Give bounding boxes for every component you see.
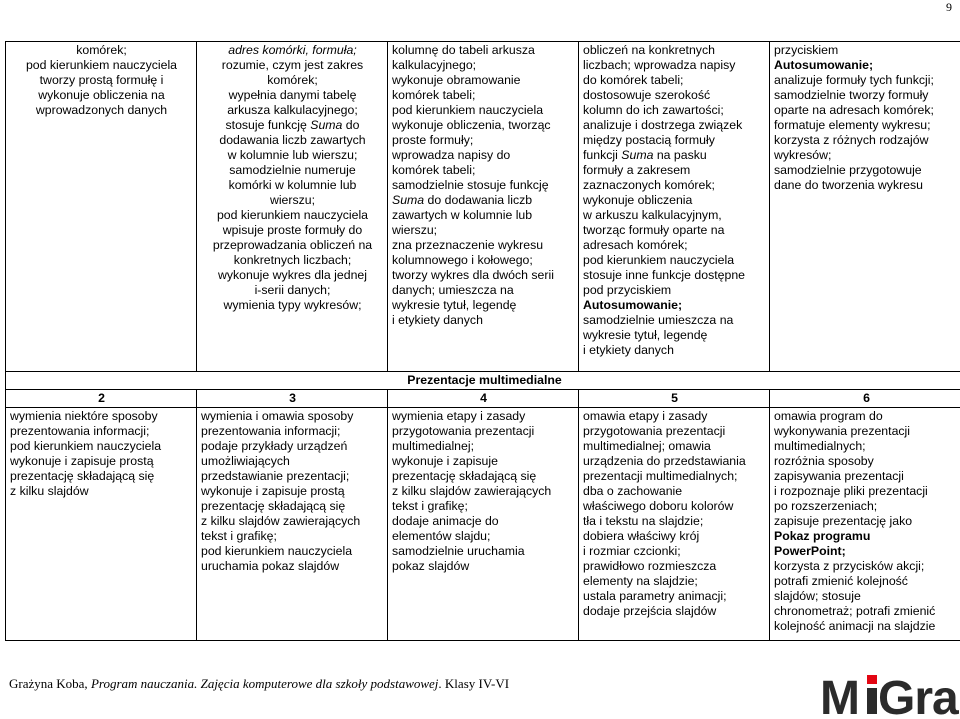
cell-text-line: pod kierunkiem nauczyciela [392, 103, 544, 117]
footer [9, 676, 509, 692]
cell-text-line: korzysta z różnych rodzajów [774, 133, 929, 147]
cell-text-line: przygotowania prezentacji [392, 424, 535, 438]
cell-text-line: elementy na slajdzie; [583, 574, 698, 588]
cell-text-line: pod kierunkiem nauczyciela [10, 439, 162, 453]
cell-text-line: wierszu; [392, 223, 438, 237]
cell-text-line: tworzy wykres dla dwóch serii [392, 268, 554, 282]
cell-text-line: adres komórki, formuła; [228, 43, 357, 57]
cell-text-line: obliczeń na konkretnych [583, 43, 715, 57]
cell-text-line: w kolumnie lub wierszu; [227, 148, 358, 162]
cell-text-line: tekst i grafikę; [392, 499, 468, 513]
cell-text-line: dane do tworzenia wykresu [774, 178, 924, 192]
grade-number-row [6, 390, 960, 408]
cell-text-line: urządzenia do przedstawiania [583, 454, 746, 468]
cell-text-line: wierszu; [269, 193, 316, 207]
grade-number: 4 [388, 390, 579, 408]
cell-text-line: komórek; [267, 73, 318, 87]
footer-title: Program nauczania. Zajęcia komputerowe dla szkoły podstawowej [90, 676, 439, 691]
cell-text-line: zaznaczonych komórek; [583, 178, 715, 192]
cell-grade-5-top [579, 42, 770, 372]
cell-text-line: wpisuje proste formuły do [222, 223, 363, 237]
cell-text-line: arkusza kalkulacyjnego; [227, 103, 358, 117]
cell-text-line: umożliwiających [201, 454, 290, 468]
cell-text-line: formatuje elementy wykresu; [774, 118, 931, 132]
cell-text-line: przeprowadzania obliczeń na [212, 238, 373, 252]
svg-text:Gra: Gra [878, 672, 958, 718]
cell-text-line: wykonywania prezentacji [774, 424, 911, 438]
cell-text-line: multimedialnej; [392, 439, 475, 453]
cell-text-line: z kilku slajdów zawierających [392, 484, 552, 498]
cell-text-line: wykresie tytuł, legendę [392, 298, 517, 312]
cell-text-line: kolejność animacji na slajdzie [774, 619, 936, 633]
cell-text-line: elementów slajdu; [392, 529, 491, 543]
grade-number: 5 [579, 390, 770, 408]
cell-text-line: komórek tabeli; [392, 88, 476, 102]
cell-grade-6-top [770, 42, 960, 372]
cell-text-line: wykonuje i zapisuje prostą [201, 484, 345, 498]
cell-text-line: zna przeznaczenie wykresu [392, 238, 544, 252]
cell-text-line: przedstawianie prezentacji; [201, 469, 350, 483]
cell-text-line: analizuje formuły tych funkcji; [774, 73, 934, 87]
cell-text-line: prezentację składającą się [201, 499, 346, 513]
cell-text-line: dodaje animacje do [392, 514, 499, 528]
grade-number: 2 [6, 390, 197, 408]
cell-text-line: i etykiety danych [583, 343, 674, 357]
cell-grade-4-top [388, 42, 579, 372]
cell-text-line: prezentacji multimedialnych; [583, 469, 738, 483]
cell-text-line: slajdów; stosuje [774, 589, 861, 603]
footer-author: Grażyna Koba, [9, 676, 91, 691]
cell-text-line: samodzielnie tworzy formuły [774, 88, 929, 102]
cell-text-line: między postacią formuły [583, 133, 715, 147]
cell-text-line: i rozmiar czcionki; [583, 544, 681, 558]
table-row [6, 408, 960, 641]
cell-text-line: prezentację składającą się [10, 469, 155, 483]
grade-number: 6 [770, 390, 960, 408]
cell-text-line: wymienia typy wykresów; [223, 298, 362, 312]
cell-text-line: wykresie tytuł, legendę [583, 328, 708, 342]
cell-text-line: pod kierunkiem nauczyciela [216, 208, 369, 222]
cell-text-line: samodzielnie numeruje [229, 163, 356, 177]
footer-suffix: . Klasy IV-VI [438, 676, 510, 691]
grade-number: 3 [197, 390, 388, 408]
cell-text-line: zapisywania prezentacji [774, 469, 904, 483]
cell-text-line: pod kierunkiem nauczyciela [25, 58, 178, 72]
cell-text-line: kolumnowego i kołowego; [392, 253, 533, 267]
cell-text-line: samodzielnie uruchamia [392, 544, 525, 558]
cell-text-line: formuły a zakresem [583, 163, 691, 177]
cell-text-line: chronometraż; potrafi zmienić [774, 604, 936, 618]
cell-grade-6-bottom [770, 408, 960, 641]
cell-text-line: wykonuje wykres dla jednej [217, 268, 367, 282]
cell-text-line: przygotowania prezentacji [583, 424, 726, 438]
cell-text-line: omawia program do [774, 409, 883, 423]
cell-text-line: samodzielnie przygotowuje [774, 163, 922, 177]
cell-text-line: wypełnia danymi tabelę [228, 88, 357, 102]
cell-text-line: prezentowania informacji; [201, 424, 341, 438]
cell-grade-4-bottom [388, 408, 579, 641]
page-number: 9 [946, 0, 952, 14]
cell-text-line: zapisuje prezentację jako [774, 514, 913, 528]
cell-grade-5-bottom [579, 408, 770, 641]
cell-text-line: i etykiety danych [392, 313, 483, 327]
cell-text-line: wykonuje obramowanie [392, 73, 521, 87]
requirements-table [5, 41, 960, 641]
cell-text-line: po rozszerzeniach; [774, 499, 878, 513]
cell-text-line: danych; umieszcza na [392, 283, 514, 297]
cell-text-line: tekst i grafikę; [201, 529, 277, 543]
cell-text-line: zawartych w kolumnie lub [392, 208, 533, 222]
cell-text-line: tworzy prostą formułę i [39, 73, 164, 87]
cell-text-line: i rozpoznaje pliki prezentacji [774, 484, 928, 498]
cell-text-line: liczbach; wprowadza napisy [583, 58, 736, 72]
cell-text-line: oparte na adresach komórek; [774, 103, 934, 117]
cell-text-line: wymienia i omawia sposoby [201, 409, 354, 423]
cell-text-line: wymienia etapy i zasady [392, 409, 526, 423]
cell-text-line: tworząc formuły oparte na [583, 223, 725, 237]
cell-text-line: stosuje inne funkcje dostępne [583, 268, 746, 282]
cell-text-line: dodaje przejścia slajdów [583, 604, 717, 618]
cell-text-line: komórek; [76, 43, 127, 57]
cell-text-line: korzysta z przycisków akcji; [774, 559, 925, 573]
cell-text-line: proste formuły; [392, 133, 474, 147]
cell-text-line: pod kierunkiem nauczyciela [583, 253, 735, 267]
cell-text-line: z kilku slajdów zawierających [201, 514, 361, 528]
cell-text-line: dobiera właściwy krój [583, 529, 700, 543]
cell-grade-2-bottom [6, 408, 197, 641]
cell-text-line: do komórek tabeli; [583, 73, 684, 87]
cell-text-line: pod przyciskiem [583, 283, 672, 297]
cell-text-line: kolumn do ich zawartości; [583, 103, 724, 117]
cell-text-line: wykonuje obliczenia na [38, 88, 165, 102]
cell-text-line: PowerPoint; [774, 544, 846, 558]
table-row [6, 42, 960, 372]
cell-text-line: multimedialnych; [774, 439, 866, 453]
cell-text-line: wprowadzonych danych [35, 103, 168, 117]
cell-grade-3-bottom [197, 408, 388, 641]
cell-text-line: prawidłowo rozmieszcza [583, 559, 717, 573]
cell-text-line: wymienia niektóre sposoby [10, 409, 158, 423]
svg-text:M: M [820, 672, 859, 718]
section-title: Prezentacje multimedialne [407, 373, 562, 387]
cell-text-line: samodzielnie stosuje funkcję [392, 178, 549, 192]
migra-logo [818, 672, 960, 718]
cell-text-line: uruchamia pokaz slajdów [201, 559, 340, 573]
cell-text-line: kalkulacyjnego; [392, 58, 477, 72]
cell-text-line: podaje przykłady urządzeń [201, 439, 348, 453]
cell-text-line: wprowadza napisy do [392, 148, 511, 162]
cell-text-line: wykonuje i zapisuje [392, 454, 498, 468]
cell-text-line: kolumnę do tabeli arkusza [392, 43, 535, 57]
cell-text-line: wykonuje i zapisuje prostą [10, 454, 154, 468]
cell-text-line: rozróżnia sposoby [774, 454, 874, 468]
cell-text-line: Suma do dodawania liczb [392, 193, 533, 207]
cell-text-line: Autosumowanie; [583, 298, 683, 312]
cell-text-line: dodawania liczb zawartych [219, 133, 366, 147]
cell-text-line: funkcji Suma na pasku [583, 148, 707, 162]
cell-text-line: wykonuje obliczenia, tworząc [392, 118, 551, 132]
cell-text-line: pod kierunkiem nauczyciela [201, 544, 353, 558]
cell-text-line: tła i tekstu na slajdzie; [583, 514, 704, 528]
cell-text-line: omawia etapy i zasady [583, 409, 708, 423]
cell-text-line: prezentowania informacji; [10, 424, 150, 438]
cell-grade-2-top [6, 42, 197, 372]
cell-text-line: konkretnych liczbach; [233, 253, 352, 267]
cell-text-line: ustala parametry animacji; [583, 589, 727, 603]
cell-text-line: rozumie, czym jest zakres [221, 58, 364, 72]
cell-text-line: multimedialnej; omawia [583, 439, 711, 453]
cell-text-line: samodzielnie umieszcza na [583, 313, 734, 327]
cell-text-line: stosuje funkcję Suma do [225, 118, 360, 132]
cell-text-line: prezentację składającą się [392, 469, 537, 483]
cell-text-line: i-serii danych; [254, 283, 331, 297]
table-row [6, 372, 960, 390]
cell-text-line: przyciskiem [774, 43, 839, 57]
cell-text-line: Autosumowanie; [774, 58, 874, 72]
cell-text-line: właściwego doboru kolorów [583, 499, 734, 513]
cell-text-line: analizuje i dostrzega związek [583, 118, 743, 132]
cell-text-line: potrafi zmienić kolejność [774, 574, 908, 588]
cell-text-line: dba o zachowanie [583, 484, 683, 498]
cell-text-line: z kilku slajdów [10, 484, 89, 498]
cell-text-line: wykonuje obliczenia [583, 193, 693, 207]
cell-text-line: wykresów; [774, 148, 832, 162]
cell-text-line: Pokaz programu [774, 529, 871, 543]
cell-text-line: komórki w kolumnie lub [228, 178, 357, 192]
cell-text-line: komórek tabeli; [392, 163, 476, 177]
cell-grade-3-top [197, 42, 388, 372]
cell-text-line: w arkuszu kalkulacyjnym, [583, 208, 722, 222]
cell-text-line: pokaz slajdów [392, 559, 470, 573]
cell-text-line: adresach komórek; [583, 238, 688, 252]
cell-text-line: dostosowuje szerokość [583, 88, 711, 102]
